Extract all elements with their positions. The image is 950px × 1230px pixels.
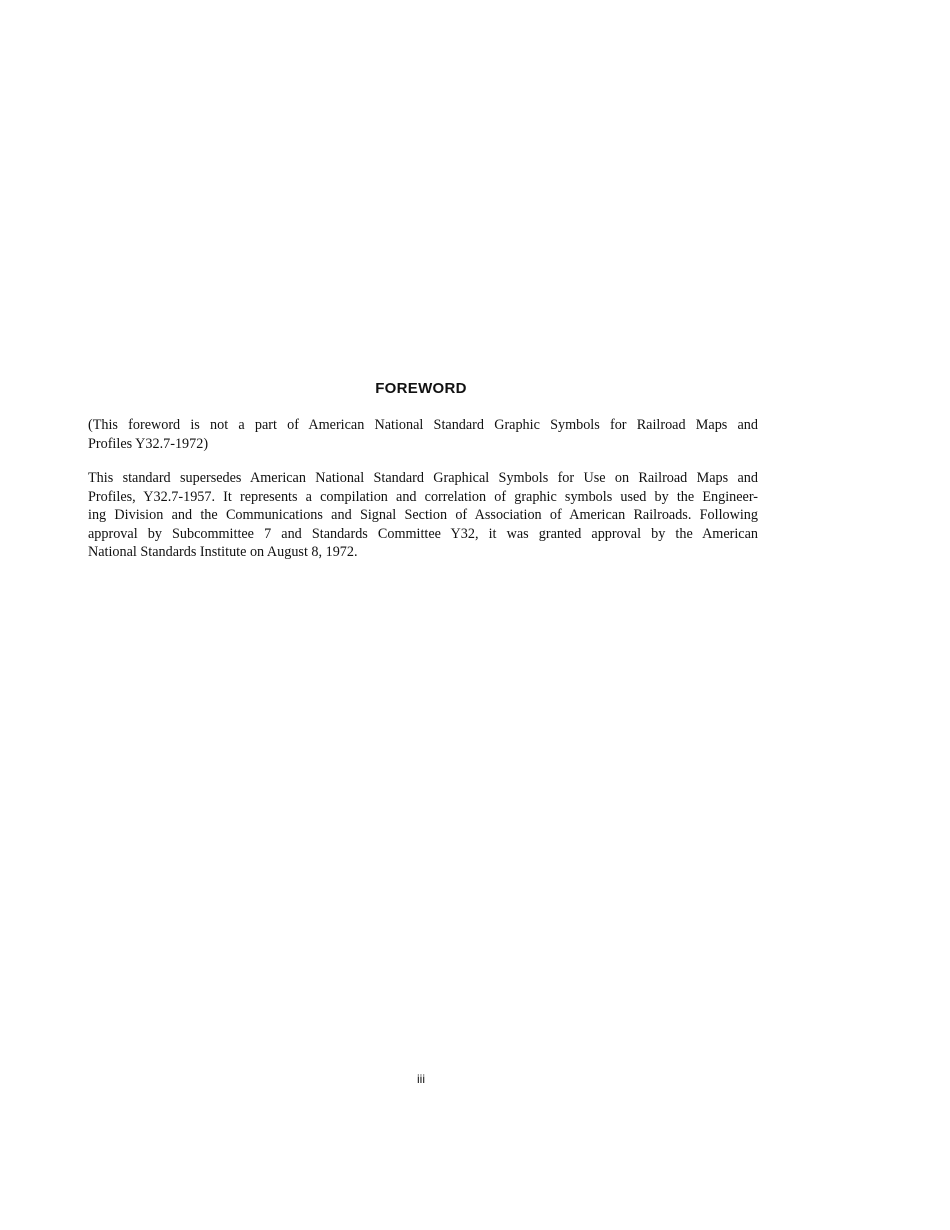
text-line: National Standards Institute on August 8, 1972. (88, 544, 358, 561)
page-number: iii (417, 1072, 425, 1086)
page-title: FOREWORD (375, 380, 467, 397)
text-line: Profiles Y32.7-1972) (88, 435, 209, 452)
text-line: ing Division and the Communications and Signal Section of Association of American Railroads. Following (88, 507, 758, 524)
text-line: Profiles, Y32.7-1957. It represents a compilation and correlation of graphic symbols used by the Engineer- (88, 488, 758, 505)
text-line: approval by Subcommittee 7 and Standards Committee Y32, it was granted approval by the American (88, 525, 758, 542)
text-line: (This foreword is not a part of American National Standard Graphic Symbols for Railroad Maps and (88, 417, 758, 433)
text-line: This standard supersedes American National Standard Graphical Symbols for Use on Railroad Maps and (88, 470, 758, 486)
foreword-note-paragraph (88, 416, 758, 453)
foreword-body-paragraph (88, 469, 758, 562)
